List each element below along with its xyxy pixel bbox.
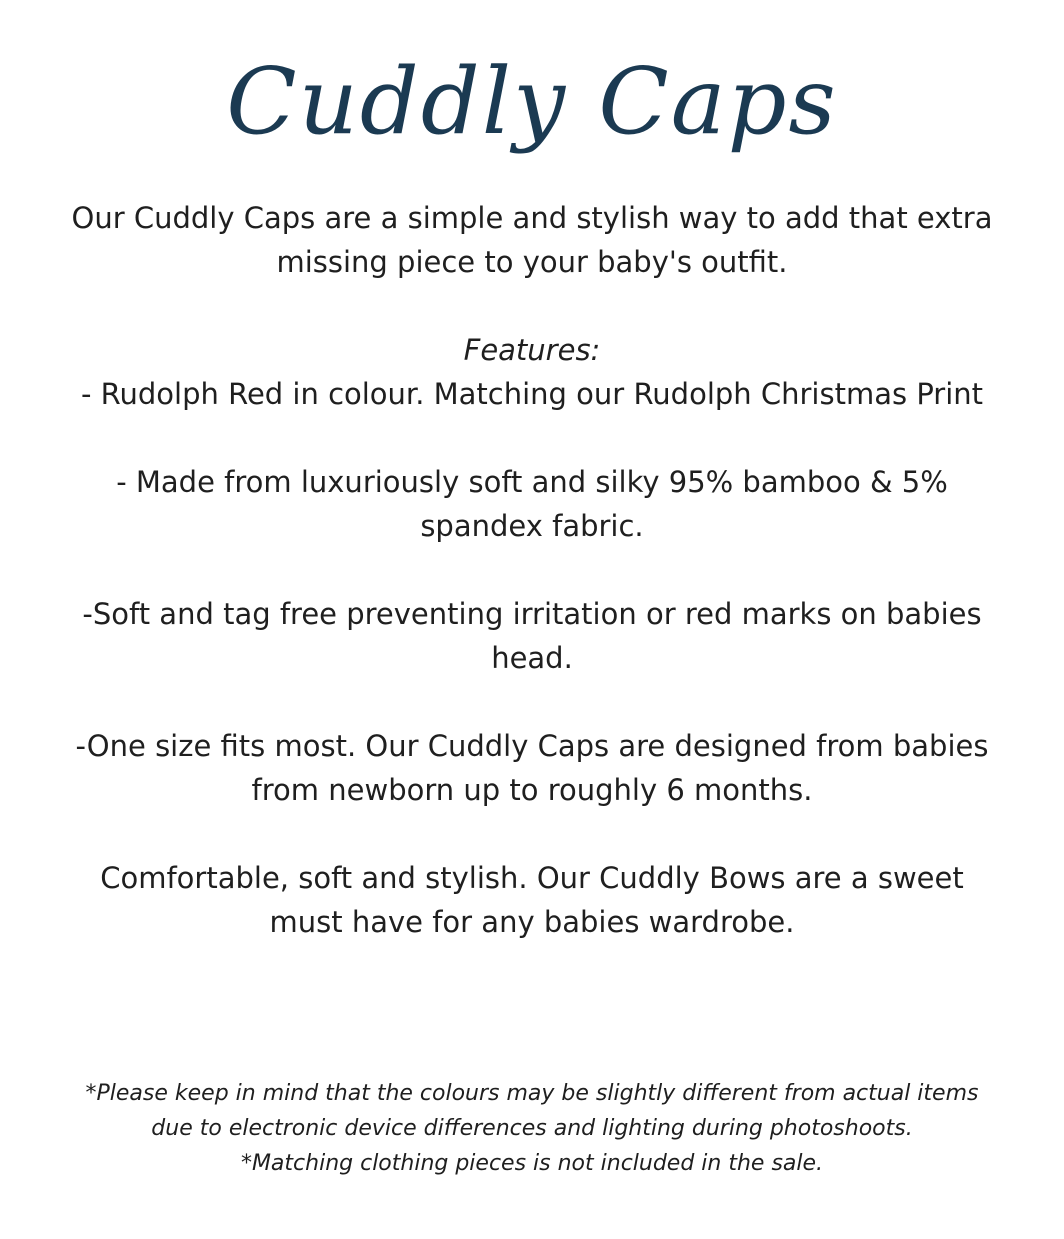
disclaimer-matching: *Matching clothing pieces is not included in the sale. [240,1151,824,1176]
feature-item: -One size fits most. Our Cuddly Caps are designed from babies from newborn up to roughly 6 months. [75,729,989,807]
disclaimer-notes [80,1076,984,1181]
feature-item: - Made from luxuriously soft and silky 95% bamboo & 5% spandex fabric. [116,465,948,543]
feature-item: - Rudolph Red in colour. Matching our Rudolph Christmas Print [80,377,984,411]
features-heading: Features: [463,333,601,367]
page-title: Cuddly Caps [226,48,838,155]
feature-item: -Soft and tag free preventing irritation or red marks on babies head. [82,597,982,675]
closing-paragraph: Comfortable, soft and stylish. Our Cuddly Bows are a sweet must have for any babies wardrobe. [100,861,964,939]
disclaimer-colours: *Please keep in mind that the colours may be slightly different from actual items due to electronic device differences and lighting during photoshoots. [85,1081,979,1141]
intro-paragraph: Our Cuddly Caps are a simple and stylish way to add that extra missing piece to your baby's outfit. [71,201,993,279]
description-body [60,196,1004,988]
